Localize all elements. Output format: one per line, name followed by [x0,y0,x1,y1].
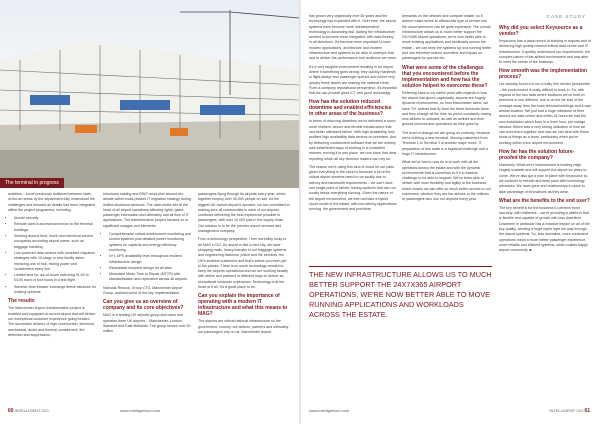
question-heading: What are the benefits to the end user? [499,197,590,204]
paragraph: The key benefit is for the business to perform more securely, with resilience – we're providing a platform that is flexible and capable of growth with less downtime. Downtime in particular has a massive impact on all of the key quality, sending a huge ripple right the way through the airport systems. So, less downtime, more consistent operations mean a much better passenger experience, more reliable and efficient systems, which makes happy airport community. ■ [499,205,590,253]
construction-illustration [0,0,299,188]
question-heading: How has the solution reduced downtime and enabled efficiencies in other areas of the business? [309,99,392,118]
list-item: • Repeatable blueprint design for all sites [109,266,191,271]
page-number: 60 [8,408,14,414]
magazine-name: INTELLIGENT CIO [14,408,49,413]
left-column-2 [103,192,191,338]
list-item: • N+1 UPS availability level throughout resilient infrastructure design [109,254,191,265]
paragraph: has grown very organically over 80 years and the technology has expanded with it. Over time, the airport systems have become more interdependent: technology is advancing fast. Adding the infrastructure needed to become more integrated, with data flowing in all directions. It's become more important to have modern applications, architecture and modern infrastructure and systems to be able to underpin that and to deliver the performance and resilience we need. [309,14,397,61]
paragraph: The level of change we are going on currently, because we're building a new terminal. Moving customers from Terminal 1 to Terminal 2 is another major move. IT preparation of this scale is a logistical challenge and a huge IT infrastructure. [402,130,491,156]
paragraph: Referring back to my earlier point with regards to how the airport has grown organically, airports are hugely dynamic environments, so from Manchester alone, we have 70+ airlines that fly from the three terminals there and they change all the time so you're constantly having new airlines to onboard, as well as airlines and their ground services and operations as time goes by. [402,90,492,127]
paragraph: I've actually found it to be a really fine vendor perspective – the environment is really difficult to work in. So, with regards to the two data centre locations we've built on premises in two different, one is on the far side of the runways away from the main terminal buildings and it was airside location. We just had a huge milestone of fibre around our data centre and within 24 hours we had the new installation which lives in a three hour, pre-outage window. Which was a very strong indication of how we can work there together and how we can deal with those kinds of things as a team, particularly when you're working within a live airport environment. [499,82,591,145]
page-number: 61 [584,408,590,414]
requirements-list [8,216,96,295]
paragraph: The reason we're using this kind of cloud on our parts given everything in the cloud is because a lot of the critical airport systems need to run locally due to latency and bandwidth requirements – we can't have one single point of failure; having systems that can run locally keeps everything running. Given the nature of the airport environment, we then will take a hybrid cloud model of the estate, with low-latency applications running, the government and providers. [309,164,397,212]
photo-caption: The terminal in progress [0,178,64,188]
paragraph: demands on the network and compute estate, so it doesn't make sense to offload this type of service into the cloud whenever can be quite expensive. The overall infrastructure allows us to much better support the 24/7x365 airport operations; we're now better able to move existing applications and workloads across the estate – we can keep the systems up and running better and can therefore reduce downtime and impact on passengers for queues etc. [402,14,492,61]
question-heading: Why did you select Keysource as a vendor? [499,25,583,37]
list-item: • Summer-time transfer exchange fleece windows for existing systems. [14,285,96,296]
right-page [301,0,600,424]
right-footer [549,407,590,415]
list-item: • Minimised Mean Time to Repair (MTTR) with standardisation and replication across all airports. [109,272,191,283]
paragraph: It's a very tangible environment resulting in an airport where if something goes wrong, they quickly manifests in flight delays and passenger queues and where very quickly these issues are making the national news. From a company reputational perspective, it's essential that we can provide good ICT and good technology. [309,64,397,96]
question-heading: How smooth was the implementation process? [499,68,588,81]
list-item: • Working around third, fourth and electrical service occupancy according airport owner, such as baggage handling [14,234,96,250]
paragraph: Nicholas Rimock, Group CTO, Manchester Airport Group, outlined some of the key implementation. [103,285,183,296]
right-footer-url: www.intelligentcio.com [309,408,350,413]
left-column-3 [198,192,290,338]
list-item: • Remote control access/connection to the terminal buildings [14,222,96,233]
list-item: • Airside security [14,216,96,221]
objectives-list [103,232,191,283]
right-column-1 [309,14,397,404]
results-heading: The results [8,298,35,305]
paragraph: In terms of reducing downtime we've delivered a much more resilient, secure and flexible infrastructure that can better withstand failure. With high availability, fully resilient high availability data centres on premises. And by delivering containment software that we are entirely well-established ways of working in a consistent manner, moving it in one place, we now have that clear reporting which all key decision makers can rely on. [309,119,397,161]
question-heading: Can you give us an overview of company and its core objectives? [103,299,184,312]
paragraph: The airports are critical national infrastructure so the government, country, our airlines, partners and ultimately our passengers rely on us. Manchester airport [198,319,289,334]
paragraph: passengers flying through its airports every year, which together employ over 40,000 people on site. As the biggest UK-owned airport's operator, we are committed to making sure all communities in each of our airports continues delivering the best experience possible to passengers, with over 10,000 jobs in the supply chain. Our mission is to be the premier airport services and management company. [198,192,290,234]
left-footer-url: www.intelligentcio.com [120,408,161,413]
paragraph: Massively. What we're implemented is leading edge. Hugely scalable and will support the airport for years to come. We've also got a plan in place with Keysource so we continue to refresh and keep pace with technology advances. We have gone and relationships in place to take advantage of innovations as they arise. [499,163,588,194]
right-column-2 [402,14,492,262]
question-heading: Can you explain the importance of operating with a modern IT infrastructure and what this means to MAG? [198,293,288,318]
case-study-label: CASE STUDY [546,14,586,19]
results-paragraph: The Manchester Airport transformation project is enabled and equipped at current airport that will deliver our exceptional customer experience going forward. The successful delivery of high construction, electrical, mechanical, audio and thermal containment, fire detection and suppression, [8,306,96,337]
list-item: • Comprehensive critical environment monitoring and control systems plus detailed power monitoring systems for capacity and energy efficiency monitoring [109,232,191,253]
list-item: • Low-powered data centres with complete migration strategies with 10-stage in new facility alone, replacing one of four, mixing power and containment every line [14,251,96,272]
question-heading: What were some of the challenges that you encountered before the implementation and how has the solution helped to overcome these? [402,64,488,89]
list-item: • Limited time for out-of-hours switching 01:00 to 04:00 each of four hours in a test flight [14,273,96,284]
magazine-name: INTELLIGENT CIO [549,408,584,413]
paragraph: What we've had to now do is to work with all the operators across the estate and with the dynamic environments that is somehow so it's a massive challenge to be able to support. We've been able to deliver with more flexibility and agility to the business, which means we can offer so much better service to our customers, whether they are the airlines or the millions of passengers who use our airports every year. [402,160,491,202]
intro-paragraph: activities – some previously scattered between state-of-the-art areas by the department fully understood the challenges and ensured all details had been integrated within the project programme, including: [8,192,96,212]
left-column-1 [8,192,96,341]
paragraph: From a technology perspective, I feel incredibly lucky to be MAG's CIO. An airport is like a mini city, we have shopping malls, heavy industry in our baggage systems and engineering divisions, police and fire services, the UK's smallest customers and that's before you even get to the planes. There is so much technology needed to keep the airports operational and we are working heavily with airline and partners in different ways to deliver an exceptional customer experience. Technology is at the heart of it all. It's a great place to be. [198,237,288,290]
paragraph: structured cabling and RWS racks plus around-the-airside within cross-phases IT migration strategy during limited shutdown windows. The data centre sits at the heart of all airport operations affecting lights, gates, passenger information and ultimately overall flow of IT applications. The transformation project focuses on to significant outages and elements: [103,192,191,228]
terminal-photo [0,0,299,188]
paragraph: MAG is a leading UK airports group and owns and operates three UK airports – Manchester, London Stansted and East Midlands. The group serves over 60 million [103,313,191,334]
paragraph: Keysource has a track record of working in airports and of delivering high quality mission critical data centre and IT infrastructure. It quickly understood our requirements, the complex nature of the airfield environment and was able to meet the needs of the business. [499,39,591,65]
pull-quote: THE NEW INFRASTRUCTURE ALLOWS US TO MUCH BETTER SUPPORT THE 24X7X365 AIRPORT OPERATIONS, WE'RE NOW BETTER ABLE TO MOVE RUNNING APPLICATIONS AND WORKLOADS ACROSS THE ESTATE. [309,266,492,320]
question-heading: How far has the solution future-proofed the company? [499,149,575,162]
right-column-3 [499,22,591,404]
left-page [0,0,299,424]
left-footer [8,407,49,415]
